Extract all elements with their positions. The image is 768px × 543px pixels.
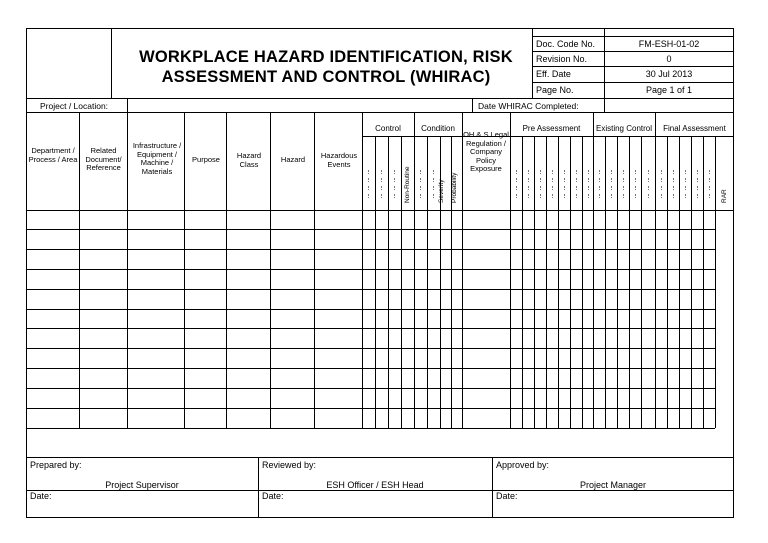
grid-subcolumn-line — [605, 136, 606, 428]
header-mark — [709, 178, 710, 182]
table-cell[interactable] — [227, 230, 269, 248]
header-mark — [648, 186, 649, 190]
grid-subcolumn-line — [522, 136, 523, 428]
header-mark — [368, 170, 369, 174]
grid-subcolumn-line — [570, 136, 571, 428]
header-mark — [599, 194, 600, 198]
header-mark — [697, 170, 698, 174]
date-completed-field[interactable] — [605, 99, 733, 111]
header-mark — [420, 178, 421, 182]
header-mark — [420, 194, 421, 198]
table-cell[interactable] — [128, 409, 183, 427]
grid-column-line — [414, 112, 415, 428]
table-cell[interactable] — [227, 409, 269, 427]
header-mark — [709, 170, 710, 174]
header-mark — [685, 186, 686, 190]
prepared-role: Project Supervisor — [105, 480, 179, 490]
header-mark — [552, 170, 553, 174]
table-cell[interactable] — [185, 250, 225, 268]
group-existing-control: Existing Control — [595, 124, 653, 133]
group-control: Control — [375, 124, 401, 133]
grid-subcolumn-line — [388, 136, 389, 428]
header-mark — [661, 186, 662, 190]
table-cell[interactable] — [128, 230, 183, 248]
header-mark — [623, 194, 624, 198]
form-title-line2: ASSESSMENT AND CONTROL (WHIRAC) — [161, 68, 491, 86]
table-cell[interactable] — [227, 349, 269, 367]
table-cell[interactable] — [80, 409, 126, 427]
table-cell[interactable] — [185, 349, 225, 367]
prepared-date-label: Date: — [30, 491, 52, 501]
header-mark — [528, 178, 529, 182]
grid-subcolumn-line — [558, 136, 559, 428]
table-cell[interactable] — [128, 290, 183, 308]
table-cell[interactable] — [80, 389, 126, 407]
col-severity: Severity — [438, 179, 445, 203]
table-cell[interactable] — [185, 369, 225, 387]
approved-role: Project Manager — [579, 480, 647, 490]
col-related-doc: Related Document/ Reference — [85, 146, 122, 172]
grid-subcolumn-line — [534, 136, 535, 428]
header-mark — [381, 186, 382, 190]
table-cell[interactable] — [185, 409, 225, 427]
header-mark — [394, 186, 395, 190]
header-mark — [635, 170, 636, 174]
header-mark — [576, 170, 577, 174]
table-cell[interactable] — [185, 290, 225, 308]
grid-column-line — [362, 112, 363, 428]
date-completed-label: Date WHIRAC Completed: — [478, 101, 579, 111]
page-value: Page 1 of 1 — [645, 85, 693, 95]
header-mark — [611, 170, 612, 174]
grid-subcolumn-line — [546, 136, 547, 428]
table-cell[interactable] — [271, 310, 313, 327]
header-mark — [540, 170, 541, 174]
table-cell[interactable] — [315, 389, 361, 407]
col-probability: Probability — [451, 172, 458, 203]
grid-subcolumn-line — [691, 136, 692, 428]
table-cell[interactable] — [128, 329, 183, 347]
table-cell[interactable] — [315, 329, 361, 347]
table-cell[interactable] — [128, 270, 183, 288]
header-mark — [576, 194, 577, 198]
header-mark — [697, 178, 698, 182]
grid-column-line — [462, 112, 463, 428]
col-ohs-legal: OH & S Legal Regulation / Company Policy Exposure — [463, 130, 509, 173]
table-cell[interactable] — [185, 211, 225, 228]
header-mark — [599, 186, 600, 190]
grid-subcolumn-line — [715, 136, 716, 428]
project-location-label: Project / Location: — [40, 101, 109, 111]
header-mark — [661, 170, 662, 174]
col-hazardous-events: Hazardous Events — [320, 151, 358, 169]
header-mark — [588, 170, 589, 174]
header-mark — [381, 194, 382, 198]
table-cell[interactable] — [185, 230, 225, 248]
header-mark — [516, 186, 517, 190]
col-non-routine: Non-Routine — [404, 166, 411, 203]
table-cell[interactable] — [27, 270, 78, 288]
header-mark — [564, 186, 565, 190]
header-mark — [394, 170, 395, 174]
grid-subcolumn-line — [582, 136, 583, 428]
group-pre-assessment: Pre Assessment — [522, 124, 581, 133]
reviewed-date-label: Date: — [262, 491, 284, 501]
grid-subcolumn-line — [617, 136, 618, 428]
header-mark — [661, 194, 662, 198]
header-mark — [611, 186, 612, 190]
table-cell[interactable] — [227, 270, 269, 288]
reviewed-by-label: Reviewed by: — [262, 460, 317, 470]
table-cell[interactable] — [80, 349, 126, 367]
header-mark — [635, 194, 636, 198]
table-cell[interactable] — [315, 349, 361, 367]
header-mark — [368, 194, 369, 198]
header-mark — [576, 186, 577, 190]
table-cell[interactable] — [315, 211, 361, 228]
header-mark — [599, 170, 600, 174]
table-cell[interactable] — [271, 270, 313, 288]
footer-top-line — [26, 457, 734, 458]
group-final-assessment: Final Assessment — [663, 124, 726, 133]
table-cell[interactable] — [128, 250, 183, 268]
header-mark — [673, 170, 674, 174]
table-cell[interactable] — [227, 329, 269, 347]
table-cell[interactable] — [315, 230, 361, 248]
table-cell[interactable] — [271, 290, 313, 308]
table-cell[interactable] — [80, 310, 126, 327]
revision-label: Revision No. — [536, 54, 588, 64]
table-cell[interactable] — [128, 389, 183, 407]
table-cell[interactable] — [27, 329, 78, 347]
group-condition: Condition — [421, 124, 455, 133]
table-cell[interactable] — [80, 329, 126, 347]
header-mark — [564, 178, 565, 182]
project-row-bottom — [26, 112, 734, 113]
table-cell[interactable] — [27, 250, 78, 268]
header-mark — [623, 186, 624, 190]
table-cell[interactable] — [128, 369, 183, 387]
header-mark — [697, 186, 698, 190]
doc-code-label: Doc. Code No. — [536, 39, 596, 49]
header-mark — [433, 170, 434, 174]
header-mark — [420, 186, 421, 190]
grid-subcolumn-line — [375, 136, 376, 428]
table-cell[interactable] — [185, 310, 225, 327]
table-cell[interactable] — [271, 389, 313, 407]
header-mark — [420, 170, 421, 174]
project-value-divider — [472, 98, 473, 112]
grid-subcolumn-line — [629, 136, 630, 428]
table-cell[interactable] — [27, 369, 78, 387]
header-mark — [528, 194, 529, 198]
table-cell[interactable] — [315, 310, 361, 327]
header-mark — [685, 194, 686, 198]
doc-code-value: FM-ESH-01-02 — [638, 39, 700, 49]
header-mark — [576, 178, 577, 182]
table-cell[interactable] — [227, 310, 269, 327]
header-mark — [564, 170, 565, 174]
grid-subcolumn-line — [451, 136, 452, 428]
table-cell[interactable] — [185, 270, 225, 288]
table-cell[interactable] — [27, 409, 78, 427]
col-purpose: Purpose — [192, 155, 220, 164]
header-mark — [552, 178, 553, 182]
table-cell[interactable] — [271, 369, 313, 387]
table-cell[interactable] — [80, 290, 126, 308]
table-cell[interactable] — [227, 250, 269, 268]
grid-subcolumn-line — [440, 136, 441, 428]
form-title-line1: WORKPLACE HAZARD IDENTIFICATION, RISK — [139, 48, 513, 66]
table-cell[interactable] — [80, 250, 126, 268]
header-mark — [433, 194, 434, 198]
table-cell[interactable] — [27, 310, 78, 327]
table-cell[interactable] — [128, 349, 183, 367]
header-mark — [540, 186, 541, 190]
table-cell[interactable] — [271, 329, 313, 347]
header-mark — [394, 178, 395, 182]
grid-subcolumn-line — [679, 136, 680, 428]
table-cell[interactable] — [80, 270, 126, 288]
table-cell[interactable] — [227, 211, 269, 228]
header-mark — [648, 178, 649, 182]
header-mark — [611, 178, 612, 182]
eff-date-label: Eff. Date — [536, 69, 571, 79]
header-mark — [709, 194, 710, 198]
header-mark — [635, 178, 636, 182]
reviewed-role: ESH Officer / ESH Head — [326, 480, 424, 490]
table-cell[interactable] — [315, 250, 361, 268]
table-cell[interactable] — [27, 230, 78, 248]
table-cell[interactable] — [27, 349, 78, 367]
grid-subcolumn-line — [667, 136, 668, 428]
header-mark — [599, 178, 600, 182]
header-mark — [588, 178, 589, 182]
table-cell[interactable] — [185, 329, 225, 347]
header-mark — [552, 186, 553, 190]
col-hazard: Hazard — [280, 155, 306, 164]
revision-value: 0 — [666, 54, 672, 64]
header-mark — [623, 178, 624, 182]
header-mark — [433, 186, 434, 190]
table-cell[interactable] — [128, 310, 183, 327]
grid-column-line — [655, 112, 656, 428]
header-mark — [661, 178, 662, 182]
grid-subcolumn-line — [401, 136, 402, 428]
header-mark — [623, 170, 624, 174]
header-mark — [673, 194, 674, 198]
header-mark — [648, 194, 649, 198]
approved-date-label: Date: — [496, 491, 518, 501]
header-mark — [697, 194, 698, 198]
col-hazard-class: Hazard Class — [236, 151, 262, 169]
table-cell[interactable] — [227, 369, 269, 387]
header-mark — [685, 178, 686, 182]
col-department: Department / Process / Area — [28, 146, 78, 164]
grid-subcolumn-line — [641, 136, 642, 428]
header-mark — [516, 178, 517, 182]
table-cell[interactable] — [80, 369, 126, 387]
table-cell[interactable] — [80, 211, 126, 228]
table-cell[interactable] — [315, 409, 361, 427]
header-mark — [648, 170, 649, 174]
table-cell[interactable] — [27, 290, 78, 308]
col-final-rar: RAR — [721, 189, 728, 203]
header-mark — [528, 170, 529, 174]
header-mark — [368, 178, 369, 182]
table-cell[interactable] — [185, 389, 225, 407]
grid-subcolumn-line — [427, 136, 428, 428]
table-cell[interactable] — [315, 270, 361, 288]
header-mark — [611, 194, 612, 198]
header-mark — [673, 178, 674, 182]
project-location-field[interactable] — [128, 99, 471, 111]
grid-row-line — [26, 428, 715, 429]
table-cell[interactable] — [271, 250, 313, 268]
eff-date-value: 30 Jul 2013 — [645, 69, 693, 79]
prepared-by-label: Prepared by: — [30, 460, 82, 470]
header-mark — [433, 178, 434, 182]
header-mark — [588, 194, 589, 198]
approved-by-label: Approved by: — [496, 460, 550, 470]
table-cell[interactable] — [271, 230, 313, 248]
header-mark — [673, 186, 674, 190]
header-mark — [368, 186, 369, 190]
header-mark — [588, 186, 589, 190]
table-cell[interactable] — [271, 409, 313, 427]
col-infrastructure: Infrastructure / Equipment / Machine / Materials — [132, 141, 182, 176]
grid-column-line — [510, 112, 511, 428]
header-mark — [540, 178, 541, 182]
table-cell[interactable] — [227, 290, 269, 308]
table-cell[interactable] — [271, 211, 313, 228]
table-cell[interactable] — [80, 230, 126, 248]
header-mark — [516, 194, 517, 198]
page-label: Page No. — [536, 85, 574, 95]
form-title — [112, 47, 540, 87]
grid-subcolumn-line — [703, 136, 704, 428]
grid-column-line — [593, 112, 594, 428]
table-cell[interactable] — [271, 349, 313, 367]
table-cell[interactable] — [27, 211, 78, 228]
header-mark — [540, 194, 541, 198]
header-mark — [394, 194, 395, 198]
table-cell[interactable] — [315, 369, 361, 387]
header-mark — [381, 170, 382, 174]
header-mark — [516, 170, 517, 174]
header-mark — [635, 186, 636, 190]
table-cell[interactable] — [128, 211, 183, 228]
header-mark — [685, 170, 686, 174]
header-mark — [552, 194, 553, 198]
table-cell[interactable] — [27, 389, 78, 407]
header-mark — [381, 178, 382, 182]
header-mark — [528, 186, 529, 190]
header-mark — [709, 186, 710, 190]
table-cell[interactable] — [227, 389, 269, 407]
table-cell[interactable] — [315, 290, 361, 308]
header-mark — [564, 194, 565, 198]
